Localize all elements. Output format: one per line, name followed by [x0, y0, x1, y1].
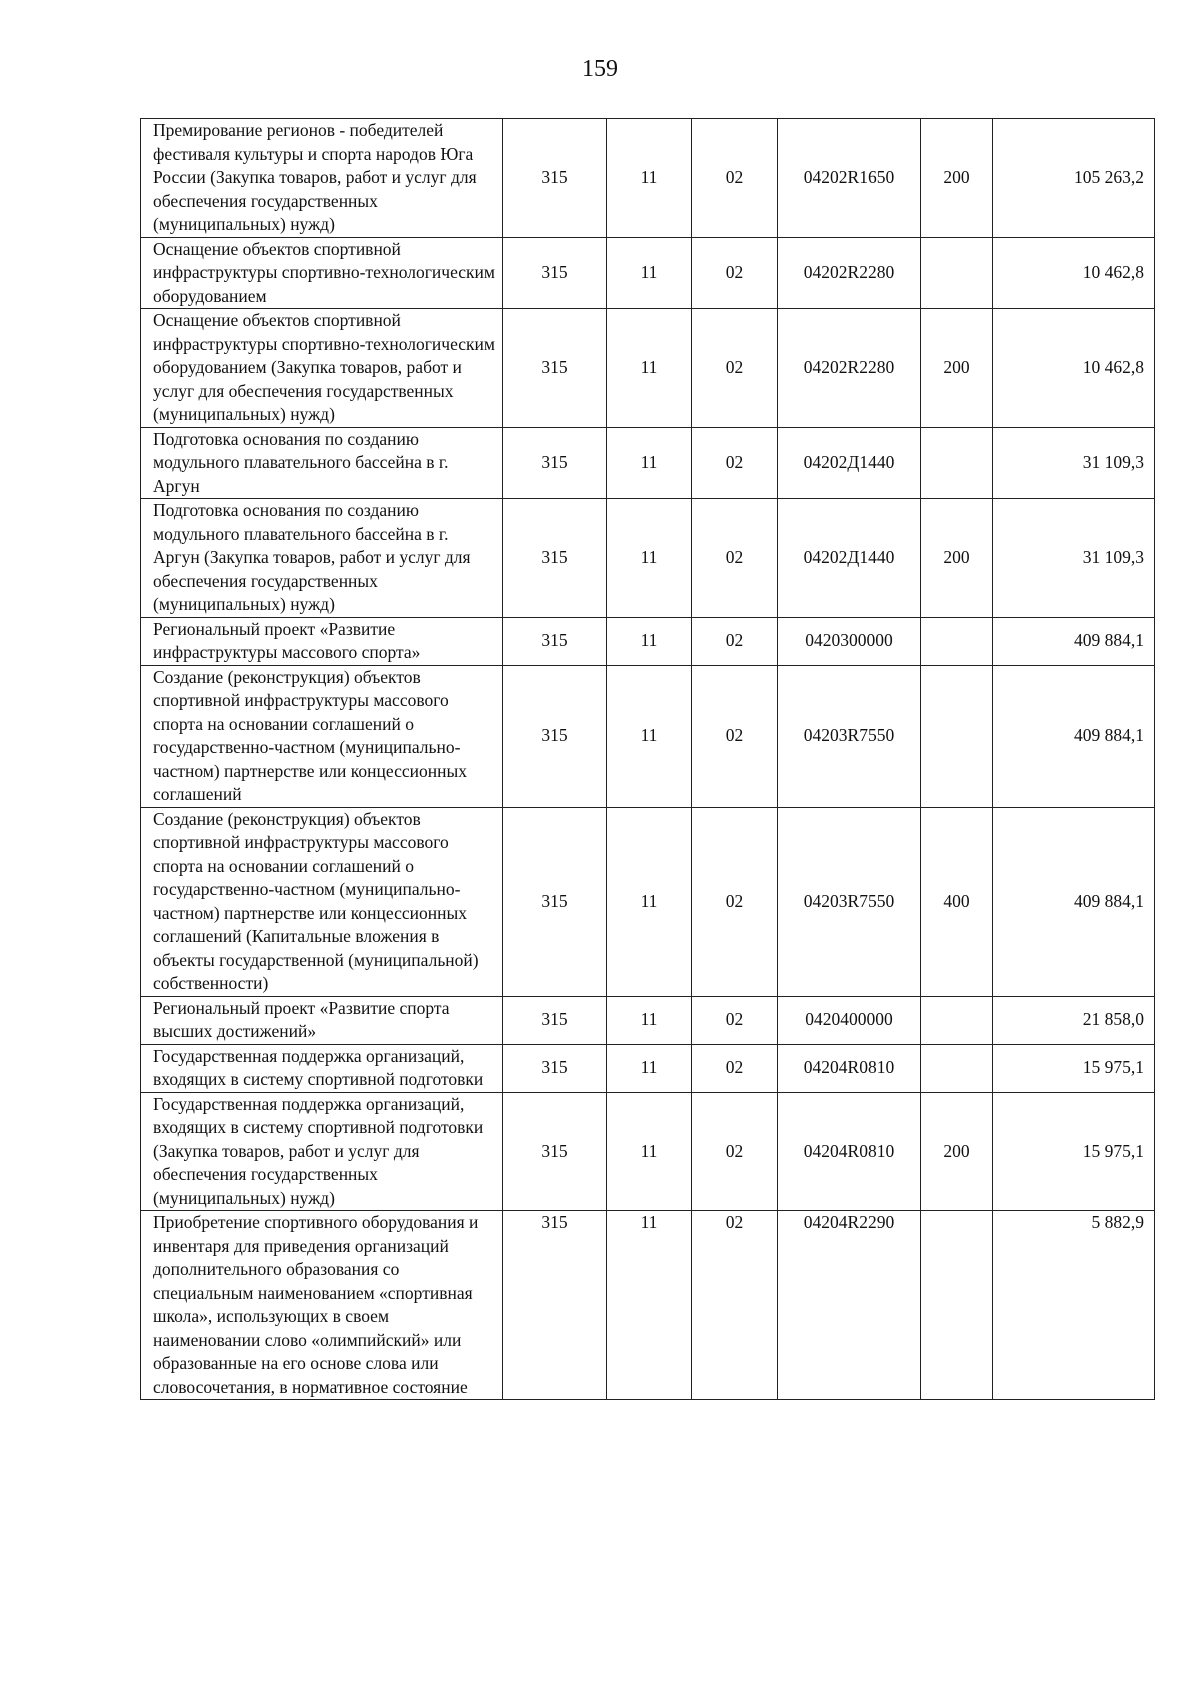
- table-row: [141, 665, 1155, 807]
- target-article-cell: 04204R2290: [778, 1211, 921, 1400]
- ministry-code-cell: 315: [503, 617, 607, 665]
- row-name-cell: Региональный проект «Развитие инфраструктуры массового спорта»: [141, 617, 503, 665]
- subsection-code-cell: 02: [692, 119, 778, 238]
- table-row: [141, 309, 1155, 428]
- table-row: [141, 807, 1155, 996]
- target-article-cell: 04204R0810: [778, 1044, 921, 1092]
- budget-table: [140, 118, 1155, 1400]
- table-body: [141, 119, 1155, 1400]
- row-name-cell: Региональный проект «Развитие спорта высших достижений»: [141, 996, 503, 1044]
- ministry-code-cell: 315: [503, 309, 607, 428]
- subsection-code-cell: 02: [692, 1044, 778, 1092]
- target-article-cell: 04202Д1440: [778, 499, 921, 618]
- ministry-code-cell: 315: [503, 119, 607, 238]
- amount-cell: 409 884,1: [993, 807, 1155, 996]
- ministry-code-cell: 315: [503, 996, 607, 1044]
- ministry-code-cell: 315: [503, 665, 607, 807]
- subsection-code-cell: 02: [692, 807, 778, 996]
- page-number: 159: [582, 56, 618, 82]
- ministry-code-cell: 315: [503, 499, 607, 618]
- subsection-code-cell: 02: [692, 665, 778, 807]
- row-name-cell: Подготовка основания по созданию модульного плавательного бассейна в г. Аргун: [141, 427, 503, 499]
- row-name-cell: Приобретение спортивного оборудования и инвентаря для приведения организаций дополнительного образования со специальным наименованием «спортивная школа», использующих в своем наименовании слово «олимпийский» или образованные на его основе слова или словосочетания, в нормативное состояние: [141, 1211, 503, 1400]
- expense-type-cell: [921, 1044, 993, 1092]
- section-code-cell: 11: [607, 237, 692, 309]
- row-name-cell: Премирование регионов - победителей фестиваля культуры и спорта народов Юга России (Закупка товаров, работ и услуг для обеспечения государственных (муниципальных) нужд): [141, 119, 503, 238]
- target-article-cell: 0420300000: [778, 617, 921, 665]
- expense-type-cell: [921, 237, 993, 309]
- subsection-code-cell: 02: [692, 309, 778, 428]
- target-article-cell: 04204R0810: [778, 1092, 921, 1211]
- expense-type-cell: 200: [921, 1092, 993, 1211]
- subsection-code-cell: 02: [692, 237, 778, 309]
- table-row: [141, 996, 1155, 1044]
- subsection-code-cell: 02: [692, 427, 778, 499]
- section-code-cell: 11: [607, 427, 692, 499]
- table-row: [141, 119, 1155, 238]
- section-code-cell: 11: [607, 807, 692, 996]
- expense-type-cell: [921, 996, 993, 1044]
- amount-cell: 15 975,1: [993, 1044, 1155, 1092]
- subsection-code-cell: 02: [692, 1211, 778, 1400]
- section-code-cell: 11: [607, 309, 692, 428]
- ministry-code-cell: 315: [503, 237, 607, 309]
- expense-type-cell: 200: [921, 499, 993, 618]
- table-row: [141, 1211, 1155, 1400]
- expense-type-cell: [921, 427, 993, 499]
- expense-type-cell: 200: [921, 119, 993, 238]
- amount-cell: 409 884,1: [993, 617, 1155, 665]
- expense-type-cell: 200: [921, 309, 993, 428]
- expense-type-cell: [921, 617, 993, 665]
- target-article-cell: 04202R2280: [778, 309, 921, 428]
- ministry-code-cell: 315: [503, 1092, 607, 1211]
- table-row: [141, 1092, 1155, 1211]
- section-code-cell: 11: [607, 1044, 692, 1092]
- row-name-cell: Создание (реконструкция) объектов спортивной инфраструктуры массового спорта на основании соглашений о государственно-частном (муниципально-частном) партнерстве или концессионных соглашений (Капитальные вложения в объекты государственной (муниципальной) собственности): [141, 807, 503, 996]
- table-row: [141, 499, 1155, 618]
- table-row: [141, 427, 1155, 499]
- amount-cell: 10 462,8: [993, 309, 1155, 428]
- section-code-cell: 11: [607, 1092, 692, 1211]
- ministry-code-cell: 315: [503, 1211, 607, 1400]
- target-article-cell: 04202R1650: [778, 119, 921, 238]
- section-code-cell: 11: [607, 996, 692, 1044]
- amount-cell: 31 109,3: [993, 427, 1155, 499]
- table-row: [141, 617, 1155, 665]
- amount-cell: 21 858,0: [993, 996, 1155, 1044]
- section-code-cell: 11: [607, 665, 692, 807]
- subsection-code-cell: 02: [692, 996, 778, 1044]
- row-name-cell: Оснащение объектов спортивной инфраструктуры спортивно-технологическим оборудованием (Закупка товаров, работ и услуг для обеспечения государственных (муниципальных) нужд): [141, 309, 503, 428]
- row-name-cell: Создание (реконструкция) объектов спортивной инфраструктуры массового спорта на основании соглашений о государственно-частном (муниципально-частном) партнерстве или концессионных соглашений: [141, 665, 503, 807]
- ministry-code-cell: 315: [503, 427, 607, 499]
- row-name-cell: Государственная поддержка организаций, входящих в систему спортивной подготовки (Закупка товаров, работ и услуг для обеспечения государственных (муниципальных) нужд): [141, 1092, 503, 1211]
- target-article-cell: 04202Д1440: [778, 427, 921, 499]
- table-row: [141, 1044, 1155, 1092]
- target-article-cell: 04202R2280: [778, 237, 921, 309]
- expense-type-cell: 400: [921, 807, 993, 996]
- target-article-cell: 04203R7550: [778, 665, 921, 807]
- subsection-code-cell: 02: [692, 617, 778, 665]
- amount-cell: 15 975,1: [993, 1092, 1155, 1211]
- amount-cell: 5 882,9: [993, 1211, 1155, 1400]
- row-name-cell: Подготовка основания по созданию модульного плавательного бассейна в г. Аргун (Закупка товаров, работ и услуг для обеспечения государственных (муниципальных) нужд): [141, 499, 503, 618]
- section-code-cell: 11: [607, 1211, 692, 1400]
- amount-cell: 31 109,3: [993, 499, 1155, 618]
- amount-cell: 105 263,2: [993, 119, 1155, 238]
- target-article-cell: 0420400000: [778, 996, 921, 1044]
- ministry-code-cell: 315: [503, 807, 607, 996]
- subsection-code-cell: 02: [692, 1092, 778, 1211]
- row-name-cell: Государственная поддержка организаций, входящих в систему спортивной подготовки: [141, 1044, 503, 1092]
- table-row: [141, 237, 1155, 309]
- expense-type-cell: [921, 665, 993, 807]
- expense-type-cell: [921, 1211, 993, 1400]
- amount-cell: 10 462,8: [993, 237, 1155, 309]
- target-article-cell: 04203R7550: [778, 807, 921, 996]
- section-code-cell: 11: [607, 499, 692, 618]
- section-code-cell: 11: [607, 119, 692, 238]
- row-name-cell: Оснащение объектов спортивной инфраструктуры спортивно-технологическим оборудованием: [141, 237, 503, 309]
- subsection-code-cell: 02: [692, 499, 778, 618]
- section-code-cell: 11: [607, 617, 692, 665]
- ministry-code-cell: 315: [503, 1044, 607, 1092]
- amount-cell: 409 884,1: [993, 665, 1155, 807]
